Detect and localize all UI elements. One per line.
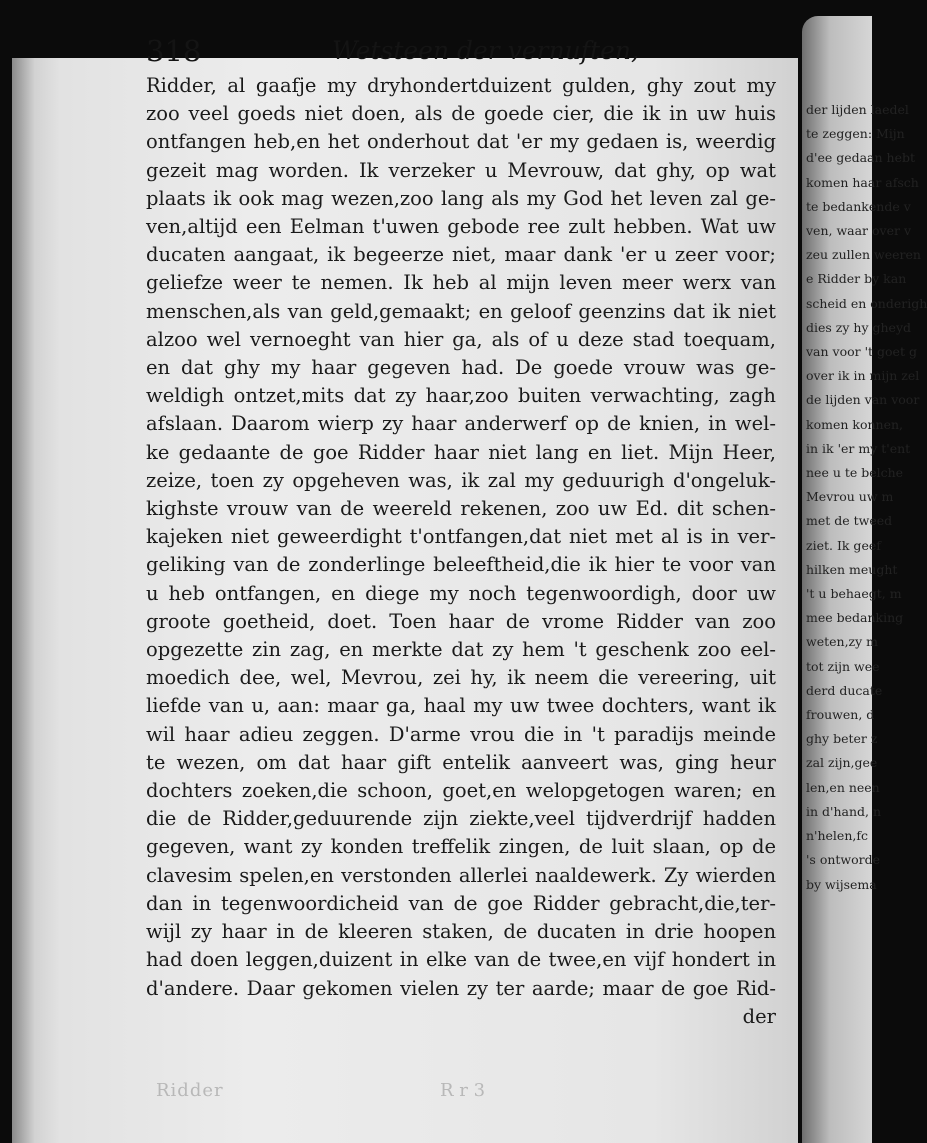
facing-page-line: mee bedanking [806,610,904,626]
facing-page-line: hilken meught [806,561,898,577]
text-line: kighste vrouw van de weereld rekenen, zoo uw Ed. dit schen- [146,497,776,521]
text-line: ke gedaante de goe Ridder haar niet lang en liet. Mijn Heer, [146,440,776,464]
facing-page-line: derd ducate [806,682,883,698]
text-line: kajeken niet geweerdight t'ontfangen,dat niet met al is in ver- [146,525,776,549]
page-number: 318 [146,34,202,68]
running-title: Wetsteen der vernuften, [332,36,639,65]
text-line: moedich dee, wel, Mevrou, zei hy, ik neem die vereering, uit [146,666,776,690]
text-line: die de Ridder,geduurende zijn ziekte,veel tijdverdrijf hadden [146,807,776,831]
facing-page-line: 's ontworde [806,852,881,868]
text-line: geliefze weer te nemen. Ik heb al mijn leven meer werx van [146,271,776,295]
page-gutter [12,58,34,1143]
text-line: menschen,als van geld,gemaakt; en geloof geenzins dat ik niet [146,299,776,323]
body-text [146,72,776,1031]
text-line: opgezette zin zag, en merkte dat zy hem 't geschenk zoo eel- [146,638,776,662]
text-line: en dat ghy my haar gegeven had. De goede vrouw was ge- [146,356,776,380]
text-line: zoo veel goeds niet doen, als de goede cier, die ik in uw huis [146,102,776,126]
page-header [146,34,660,74]
text-line: dochters zoeken,die schoon, goet,en welopgetogen waren; en [146,779,776,803]
facing-page-line: len,en neen [806,779,880,795]
facing-page-line: over ik in mijn zel [806,368,920,384]
text-line: ducaten aangaat, ik begeerze niet, maar dank 'er u zeer voor; [146,243,776,267]
facing-page-margin-text [806,98,927,897]
facing-page-line: ven, waar over v [806,223,912,239]
facing-page-line: zeu zullen weeren [806,247,921,263]
facing-page-line: met de tweed [806,513,893,529]
text-line: groote goetheid, doet. Toen haar de vrome Ridder van zoo [146,609,776,633]
text-line: Ridder, al gaafje my dryhondertduizent gulden, ghy zout my [146,74,776,97]
facing-page-line: te zeggen: Mijn [806,126,905,142]
facing-page-line: van voor 't goet g [806,344,917,360]
text-line: gezeit mag worden. Ik verzeker u Mevrouw, dat ghy, op wat [146,158,776,182]
text-line: wijl zy haar in de kleeren staken, de ducaten in drie hoopen [146,920,776,944]
facing-page-line: komen haar afsch [806,174,919,190]
facing-page-line: weten,zy m [806,634,879,650]
text-line: te wezen, om dat haar gift entelik aanveert was, ging heur [146,750,776,774]
facing-page-line: ghy beter z [806,731,878,747]
text-line: ontfangen heb,en het onderhout dat 'er my gedaen is, weerdig [146,130,776,154]
text-line: geliking van de zonderlinge beleeftheid,die ik hier te voor van [146,553,776,577]
facing-page-line: frouwen, d [806,707,875,723]
facing-page-edge [798,0,927,1143]
facing-page-sheet [802,16,927,1143]
text-line: dan in tegenwoordicheid van de goe Ridder gebracht,die,ter- [146,891,776,915]
facing-page-line: te bedankende v [806,198,911,214]
catchword: der [742,1004,776,1028]
text-line: had doen leggen,duizent in elke van de twee,en vijf hondert in [146,948,776,972]
text-line: clavesim spelen,en verstonden allerlei naaldewerk. Zy wierden [146,863,776,887]
text-line: ven,altijd een Eelman t'uwen gebode ree zult hebben. Wat uw [146,215,776,239]
facing-page-line: dies zy hy gheyd [806,319,912,335]
bleed-through-text: Ridder [156,1080,224,1101]
facing-page-line: d'ee gedaan hebt [806,150,916,166]
text-line: u heb ontfangen, en diege my noch tegenwoordigh, door uw [146,581,776,605]
facing-page-line: 't u behaegt, m [806,586,902,602]
facing-page-line: scheid en onderigh [806,295,927,311]
facing-page-line: ziet. Ik geef [806,537,881,553]
facing-page-line: tot zijn wee [806,658,880,674]
text-line: zeize, toen zy opgeheven was, ik zal my geduurigh d'ongeluk- [146,468,776,492]
text-line: wil haar adieu zeggen. D'arme vrou die in 't paradijs meinde [146,722,776,746]
text-line: d'andere. Daar gekomen vielen zy ter aarde; maar de goe Rid- [146,976,776,1000]
facing-page-line: zal zijn,gee [806,755,878,771]
facing-page-line: nee u te belche [806,465,904,481]
facing-page-line: e Ridder by kan [806,271,907,287]
text-line: alzoo wel vernoeght van hier ga, als of u deze stad toequam, [146,327,776,351]
text-line: liefde van u, aan: maar ga, haal my uw twee dochters, want ik [146,694,776,718]
bleed-through-signature: R r 3 [440,1080,486,1101]
facing-page-line: in d'hand, n [806,803,882,819]
text-line: gegeven, want zy konden treffelik zingen, de luit slaan, op de [146,835,776,859]
facing-page-line: in ik 'er my t'ent [806,440,911,456]
facing-page-line: der lijden laedel [806,102,909,117]
facing-page-line: de lijden van voor [806,392,920,408]
facing-page-line: Mevrou uw m [806,489,894,505]
facing-page-line: by wijsema [806,876,877,892]
text-line: afslaan. Daarom wierp zy haar anderwerf op de knien, in wel- [146,412,776,436]
text-line: weldigh ontzet,mits dat zy haar,zoo buiten verwachting, zagh [146,384,776,408]
facing-page-line: komen konnen, [806,416,903,432]
facing-page-line: n'helen,fc [806,828,868,844]
text-line: plaats ik ook mag wezen,zoo lang als my God het leven zal ge- [146,186,776,210]
